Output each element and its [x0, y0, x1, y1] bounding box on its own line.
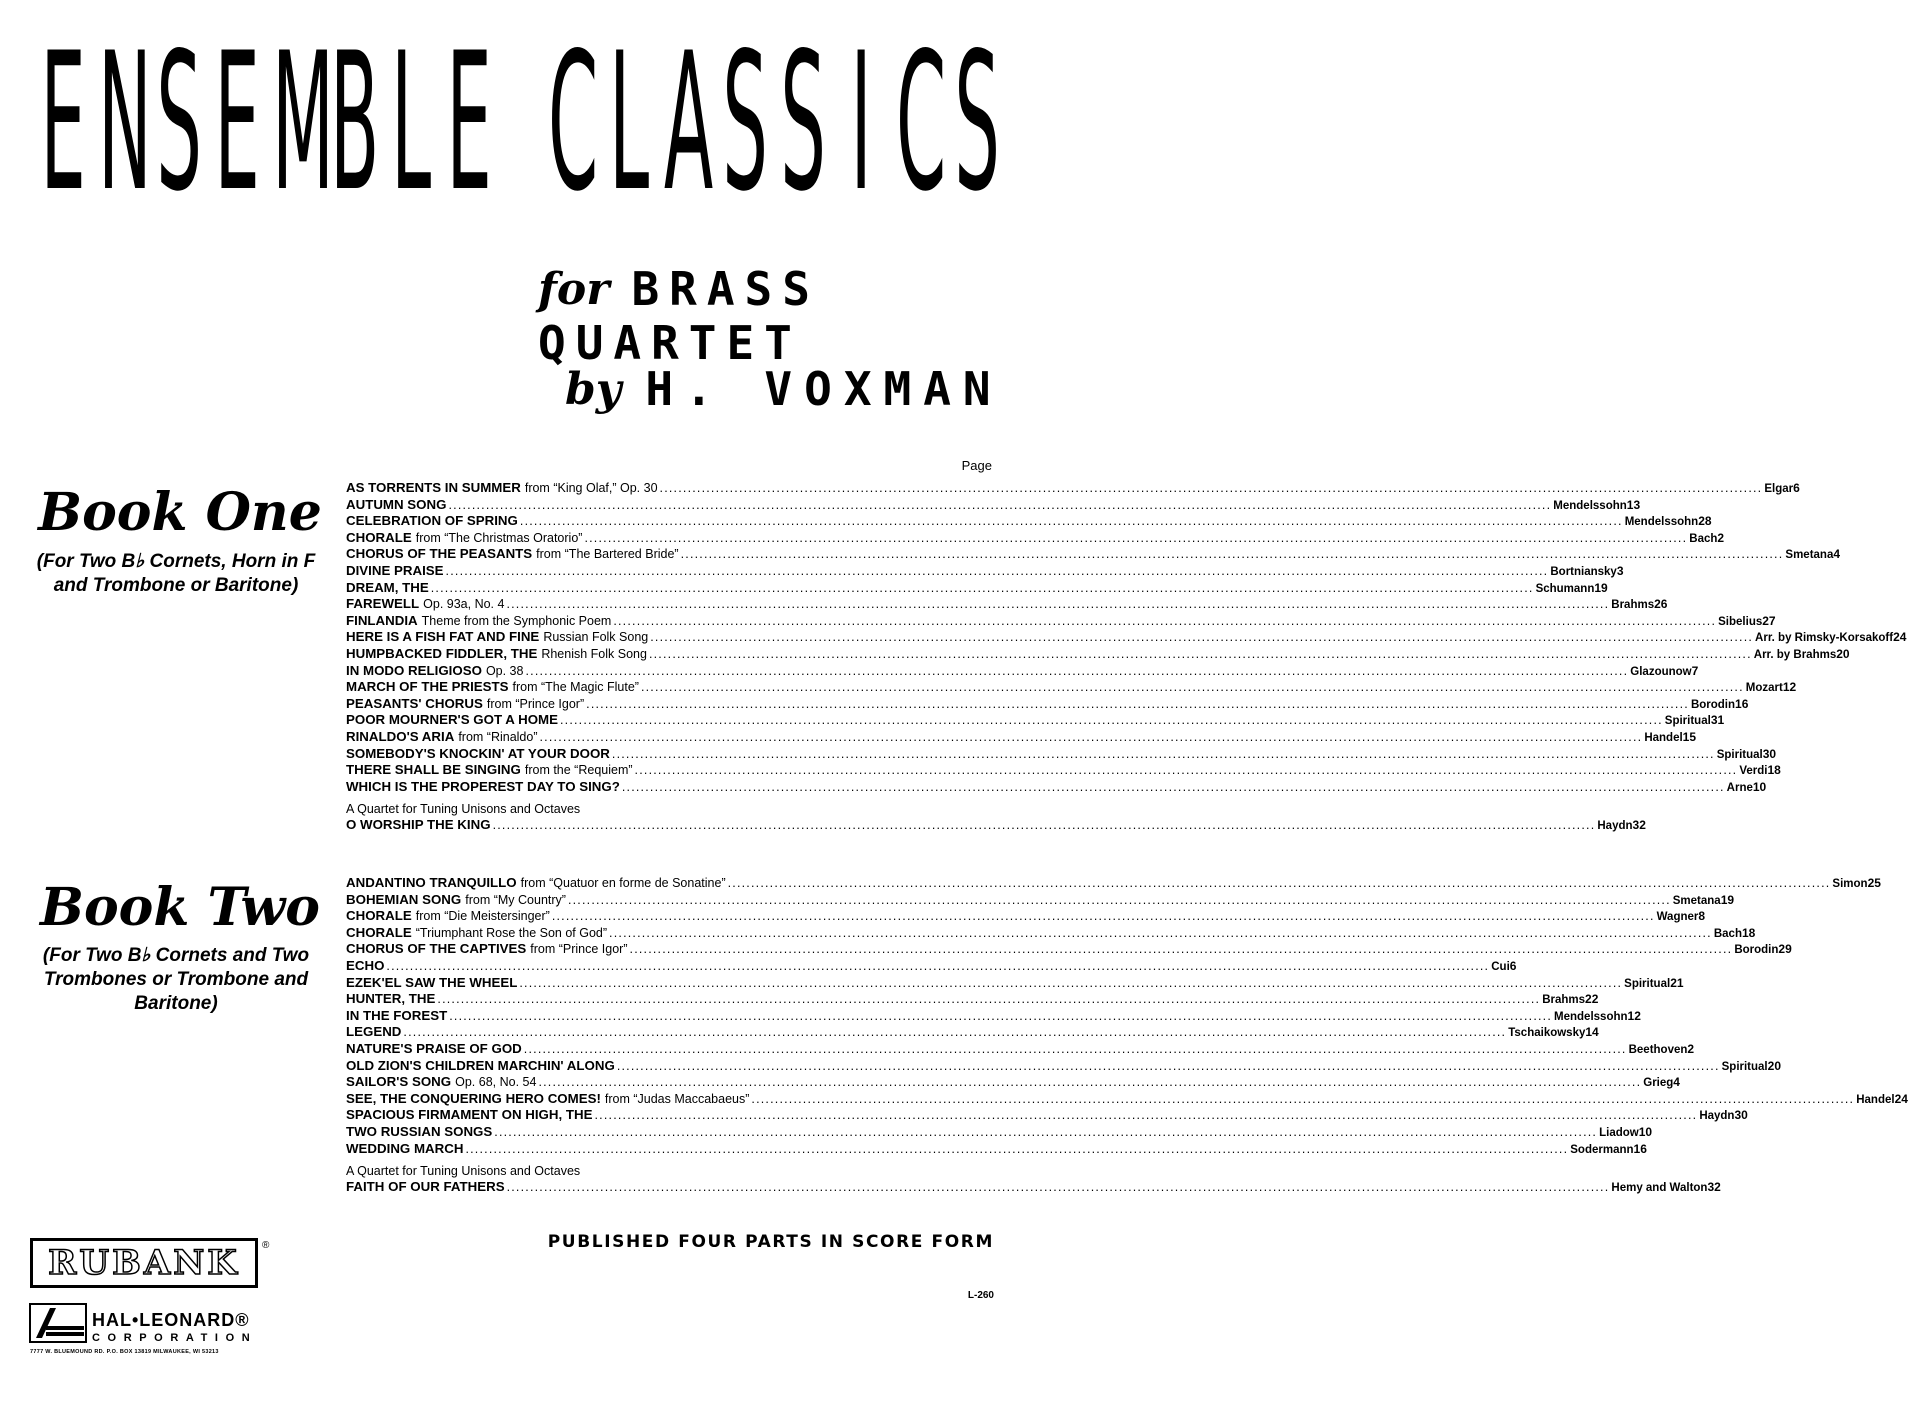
title-word2-letter: S: [780, 12, 826, 233]
entry-page: 7: [1691, 663, 1699, 678]
entry-page: 26: [1654, 597, 1668, 612]
entry-page: 20: [1836, 646, 1850, 661]
entry-title: HUMPBACKED FIDDLER, THE: [346, 645, 538, 661]
entry-composer: Handel: [1856, 1093, 1895, 1106]
toc-entry: [346, 1074, 1680, 1091]
entry-subtitle: from “Prince Igor”: [486, 696, 585, 711]
toc-entry: [346, 891, 1735, 909]
dot-leader: [552, 908, 1655, 925]
entry-page: 30: [1762, 746, 1777, 761]
dot-leader: [449, 1008, 1552, 1025]
toc-entry: [346, 645, 1850, 663]
entry-title: FAITH OF OUR FATHERS: [346, 1179, 505, 1195]
entry-composer: Handel: [1644, 731, 1683, 744]
book-two-contents: [346, 875, 1908, 1196]
toc-entry: [346, 596, 1668, 613]
dot-leader: [650, 629, 1753, 646]
rubank-logo: RUBANK: [30, 1238, 258, 1288]
entry-composer: Elgar: [1764, 483, 1794, 495]
entry-composer: Borodin: [1690, 698, 1736, 711]
entry-title: FINLANDIA: [346, 612, 418, 628]
entry-title: CHORUS OF THE PEASANTS: [346, 546, 533, 562]
entry-composer: Smetana: [1785, 549, 1834, 562]
entry-title: CHORALE: [346, 908, 412, 924]
entry-composer: Sodermann: [1570, 1143, 1634, 1156]
toc-entry: [346, 778, 1767, 796]
toc-entry: [346, 957, 1517, 975]
title-word1-letter: E: [40, 12, 86, 233]
entry-page: 12: [1782, 680, 1797, 695]
toc-entry: [346, 1007, 1641, 1025]
book-two-description: (For Two B♭ Cornets and Two Trombones or Trombone and Baritone): [42, 945, 310, 1014]
toc-entry: [346, 1040, 1695, 1058]
toc-entry: [346, 712, 1725, 729]
entry-page: 10: [1638, 1124, 1653, 1139]
entry-subtitle: Russian Folk Song: [543, 630, 649, 645]
toc-entry: [346, 579, 1608, 597]
entry-page: 2: [1687, 1041, 1695, 1056]
title-word1-letter: M: [272, 12, 334, 233]
tuning-note: A Quartet for Tuning Unisons and Octaves: [346, 802, 581, 817]
entry-composer: Simon: [1832, 878, 1868, 890]
entry-subtitle: Op. 38: [485, 663, 524, 678]
entry-composer: Cui: [1491, 960, 1510, 973]
entry-page: 31: [1710, 713, 1725, 728]
entry-page: 10: [1752, 779, 1767, 794]
entry-title: IN THE FOREST: [346, 1007, 448, 1023]
dot-leader: [386, 958, 1489, 975]
dot-leader: [612, 746, 1715, 763]
toc-entry: [346, 924, 1756, 942]
toc-entry: [346, 875, 1881, 892]
entry-title: PEASANTS' CHORUS: [346, 695, 483, 711]
entry-title: CHORUS OF THE CAPTIVES: [346, 941, 527, 957]
entry-composer: Haydn: [1699, 1110, 1735, 1123]
entry-page: 27: [1762, 613, 1776, 628]
entry-page: 25: [1867, 876, 1881, 890]
dot-leader: [519, 975, 1622, 992]
entry-title: EZEK'EL SAW THE WHEEL: [346, 974, 518, 990]
book-one-heading: Book One: [38, 482, 322, 543]
toc-entry: [346, 1123, 1653, 1141]
entry-title: NATURE'S PRAISE OF GOD: [346, 1040, 522, 1056]
entry-composer: Wagner: [1656, 911, 1699, 924]
dot-leader: [431, 580, 1534, 597]
title-word1-letter: L: [391, 12, 432, 233]
entry-composer: Spiritual: [1716, 748, 1763, 761]
dot-leader: [494, 1124, 1597, 1141]
dot-leader: [538, 1074, 1641, 1091]
toc-entry: [346, 1107, 1748, 1124]
dot-leader: [560, 712, 1663, 729]
toc-entry: [346, 513, 1712, 530]
entry-composer: Brahms: [1611, 599, 1655, 612]
entry-composer: Borodin: [1734, 944, 1779, 957]
entry-title: IN MODO RELIGIOSO: [346, 662, 482, 678]
entry-page: 13: [1626, 497, 1641, 512]
entry-page: 16: [1735, 696, 1749, 711]
entry-composer: Bach: [1689, 532, 1718, 545]
dot-leader: [448, 497, 1551, 514]
entry-title: POOR MOURNER'S GOT A HOME: [346, 712, 558, 728]
title-word2-letter: A: [664, 12, 714, 233]
toc-entry: [346, 762, 1781, 779]
entry-title: WEDDING MARCH: [346, 1140, 464, 1156]
entry-page: 18: [1767, 763, 1781, 778]
dot-leader: [493, 817, 1596, 834]
entry-title: CHORALE: [346, 924, 412, 940]
entry-composer: Mendelssohn: [1553, 499, 1627, 512]
entry-subtitle: from “Prince Igor”: [530, 942, 628, 957]
dot-leader: [586, 696, 1689, 713]
entry-page: 21: [1670, 975, 1684, 990]
entry-composer: Arne: [1726, 781, 1753, 794]
entry-subtitle: from “My Country”: [465, 892, 566, 907]
entry-title: CHORALE: [346, 529, 412, 545]
entry-composer: Arr. by Brahms: [1753, 648, 1837, 661]
title-word-ensemble: [40, 12, 492, 233]
entry-composer: Smetana: [1672, 894, 1721, 907]
dot-leader: [641, 679, 1744, 696]
entry-page: 19: [1720, 892, 1735, 907]
dot-leader: [595, 1107, 1698, 1124]
toc-entry: [346, 941, 1792, 958]
dot-leader: [649, 646, 1752, 663]
toc-entry: [346, 480, 1800, 497]
dot-leader: [728, 875, 1831, 892]
title-word1-letter: B: [330, 12, 380, 233]
toc-entry: [346, 728, 1697, 746]
instrumentation-text: BRASS QUARTET: [538, 262, 820, 370]
title-word2-letter: L: [609, 12, 650, 233]
toc-entry: [346, 496, 1641, 514]
main-title: [40, 12, 1000, 233]
publisher-address: 7777 W. BLUEMOUND RD. P.O. BOX 13819 MILWAUKEE, WI 53213: [30, 1349, 219, 1355]
entry-title: MARCH OF THE PRIESTS: [346, 679, 509, 695]
entry-page: 29: [1778, 942, 1792, 957]
entry-title: WHICH IS THE PROPEREST DAY TO SING?: [346, 778, 620, 794]
dot-leader: [465, 1141, 1568, 1158]
entry-page: 24: [1893, 630, 1907, 645]
entry-composer: Mozart: [1745, 682, 1783, 695]
entry-subtitle: Op. 93a, No. 4: [423, 597, 505, 612]
entry-title: ECHO: [346, 957, 385, 973]
entry-page: 18: [1741, 925, 1756, 940]
entry-title: AUTUMN SONG: [346, 496, 447, 512]
entry-title: SAILOR'S SONG: [346, 1074, 452, 1090]
title-word1-letter: S: [156, 12, 202, 233]
title-word1-letter: N: [98, 12, 152, 233]
title-word2-letter: I: [850, 12, 872, 233]
entry-page: 15: [1682, 729, 1697, 744]
entry-page: 16: [1633, 1141, 1647, 1156]
entry-title: OLD ZION'S CHILDREN MARCHIN' ALONG: [346, 1057, 615, 1073]
entry-page: 20: [1767, 1058, 1781, 1073]
book-one-description: (For Two B♭ Cornets, Horn in F and Trombone or Baritone): [36, 551, 316, 596]
entry-title: O WORSHIP THE KING: [346, 817, 491, 833]
toc-entry: [346, 1057, 1781, 1075]
entry-subtitle: from the “Requiem”: [524, 763, 633, 778]
toc-entry: [346, 546, 1841, 563]
entry-subtitle: from “Die Meistersinger”: [415, 909, 550, 924]
entry-composer: Verdi: [1739, 765, 1768, 778]
entry-page: 22: [1585, 992, 1599, 1007]
title-word1-letter: E: [214, 12, 260, 233]
dot-leader: [622, 779, 1725, 796]
dot-leader: [613, 613, 1716, 630]
entry-page: 4: [1673, 1075, 1680, 1090]
book-one-contents: [346, 480, 1907, 834]
entry-title: DREAM, THE: [346, 579, 429, 595]
subtitle-for-line: [538, 262, 1024, 370]
entry-subtitle: Op. 68, No. 54: [455, 1075, 537, 1090]
dot-leader: [630, 941, 1733, 958]
catalog-number: L-260: [967, 1290, 994, 1301]
toc-entry: [346, 1024, 1599, 1041]
entry-title: LEGEND: [346, 1024, 402, 1040]
hal-leonard-mark-icon: [30, 1304, 86, 1342]
dot-leader: [568, 892, 1671, 909]
entry-title: DIVINE PRAISE: [346, 562, 444, 578]
subtitle-by-line: [565, 362, 1003, 416]
title-word1-letter: E: [446, 12, 492, 233]
entry-title: THERE SHALL BE SINGING: [346, 762, 521, 778]
dot-leader: [751, 1091, 1854, 1108]
toc-entry: [346, 974, 1684, 992]
entry-page: 3: [1616, 563, 1624, 578]
entry-subtitle: from “The Magic Flute”: [512, 680, 639, 695]
dot-leader: [617, 1058, 1720, 1075]
dot-leader: [660, 480, 1763, 497]
entry-page: 2: [1717, 530, 1725, 545]
entry-composer: Bortniansky: [1550, 565, 1617, 578]
entry-page: 14: [1585, 1025, 1599, 1040]
toc-entry: [346, 745, 1777, 763]
entry-page: 32: [1707, 1180, 1721, 1195]
arranger-text: H. VOXMAN: [645, 362, 1003, 416]
title-word2-letter: C: [896, 12, 947, 233]
toc-entry: [346, 1140, 1647, 1158]
dot-leader: [525, 663, 1628, 680]
entry-subtitle: from “Quatuor en forme de Sonatine”: [520, 876, 726, 890]
toc-entry: [346, 991, 1599, 1008]
dot-leader: [507, 1179, 1610, 1196]
entry-page: 28: [1698, 514, 1712, 529]
entry-title: FAREWELL: [346, 596, 420, 612]
entry-page: 4: [1833, 547, 1841, 562]
entry-title: BOHEMIAN SONG: [346, 891, 462, 907]
entry-title: CELEBRATION OF SPRING: [346, 513, 518, 529]
entry-subtitle: “Triumphant Rose the Son of God”: [415, 925, 608, 940]
entry-subtitle: from “Rinaldo”: [458, 729, 538, 744]
dot-leader: [520, 513, 1623, 530]
entry-composer: Brahms: [1542, 994, 1586, 1007]
entry-title: HUNTER, THE: [346, 991, 436, 1007]
entry-title: SEE, THE CONQUERING HERO COMES!: [346, 1090, 601, 1106]
entry-subtitle: from “Judas Maccabaeus”: [604, 1091, 750, 1106]
entry-composer: Spiritual: [1624, 977, 1671, 990]
entry-subtitle: from “King Olaf,” Op. 30: [524, 481, 658, 495]
by-script-text: by: [565, 363, 622, 415]
entry-composer: Arr. by Rimsky-Korsakoff: [1755, 632, 1894, 645]
title-word2-letter: C: [548, 12, 599, 233]
entry-composer: Haydn: [1597, 820, 1633, 833]
entry-title: TWO RUSSIAN SONGS: [346, 1123, 493, 1139]
hal-leonard-corporation: CORPORATION: [92, 1332, 258, 1344]
entry-title: AS TORRENTS IN SUMMER: [346, 480, 521, 495]
toc-entry: [346, 679, 1797, 696]
title-word2-letter: S: [722, 12, 768, 233]
entry-page: 24: [1894, 1091, 1908, 1106]
entry-subtitle: Rhenish Folk Song: [541, 646, 647, 661]
dot-leader: [609, 925, 1712, 942]
entry-page: 6: [1509, 958, 1517, 973]
entry-title: RINALDO'S ARIA: [346, 728, 455, 744]
dot-leader: [506, 596, 1609, 613]
toc-entry: [346, 529, 1725, 547]
entry-composer: Spiritual: [1721, 1060, 1768, 1073]
entry-page: 8: [1698, 909, 1706, 924]
registered-mark: ®: [262, 1240, 270, 1251]
toc-entry: [346, 1090, 1908, 1108]
entry-subtitle: from “The Christmas Oratorio”: [415, 530, 583, 545]
entry-page: 30: [1734, 1108, 1748, 1123]
published-note: PUBLISHED FOUR PARTS IN SCORE FORM: [547, 1232, 994, 1252]
title-word-classics: [548, 12, 1000, 233]
title-word2-letter: S: [954, 12, 1000, 233]
entry-composer: Bach: [1713, 927, 1742, 940]
entry-composer: Hemy and Walton: [1611, 1182, 1708, 1195]
for-script-text: for: [538, 263, 610, 315]
entry-composer: Tschaikowsky: [1508, 1027, 1586, 1040]
dot-leader: [584, 530, 1687, 547]
toc-entry: [346, 908, 1706, 925]
entry-subtitle: Theme from the Symphonic Poem: [421, 613, 612, 628]
toc-entry: [346, 662, 1699, 680]
toc-entry: [346, 1179, 1721, 1196]
dot-leader: [540, 729, 1643, 746]
toc-entry: [346, 612, 1776, 630]
hal-leonard-name: HAL•LEONARD®: [92, 1310, 250, 1330]
entry-subtitle: from “The Bartered Bride”: [536, 547, 679, 562]
entry-page: 12: [1627, 1008, 1641, 1023]
dot-leader: [524, 1041, 1627, 1058]
entry-composer: Sibelius: [1718, 615, 1763, 628]
entry-composer: Schumann: [1535, 582, 1595, 595]
entry-composer: Beethoven: [1628, 1043, 1688, 1056]
entry-composer: Grieg: [1643, 1077, 1674, 1090]
entry-composer: Glazounow: [1630, 665, 1692, 678]
dot-leader: [681, 546, 1784, 563]
dot-leader: [635, 762, 1738, 779]
entry-title: ANDANTINO TRANQUILLO: [346, 875, 517, 890]
entry-title: SOMEBODY'S KNOCKIN' AT YOUR DOOR: [346, 745, 610, 761]
entry-page: 32: [1632, 818, 1646, 833]
entry-composer: Mendelssohn: [1554, 1010, 1628, 1023]
entry-composer: Spiritual: [1664, 715, 1711, 728]
entry-title: SPACIOUS FIRMAMENT ON HIGH, THE: [346, 1107, 593, 1123]
entry-composer: Liadow: [1599, 1126, 1639, 1139]
dot-leader: [446, 563, 1549, 580]
toc-entry: [346, 817, 1646, 834]
entry-composer: Mendelssohn: [1624, 516, 1699, 529]
entry-title: HERE IS A FISH FAT AND FINE: [346, 629, 540, 645]
entry-page: 19: [1594, 580, 1608, 595]
entry-page: 6: [1793, 481, 1800, 495]
toc-entry: [346, 629, 1907, 646]
tuning-note: A Quartet for Tuning Unisons and Octaves: [346, 1164, 581, 1179]
book-two-heading: Book Two: [40, 877, 320, 938]
toc-entry: [346, 695, 1749, 713]
dot-leader: [403, 1024, 1506, 1041]
toc-entry: [346, 562, 1624, 580]
dot-leader: [437, 991, 1540, 1008]
page-column-label: Page: [961, 458, 992, 473]
